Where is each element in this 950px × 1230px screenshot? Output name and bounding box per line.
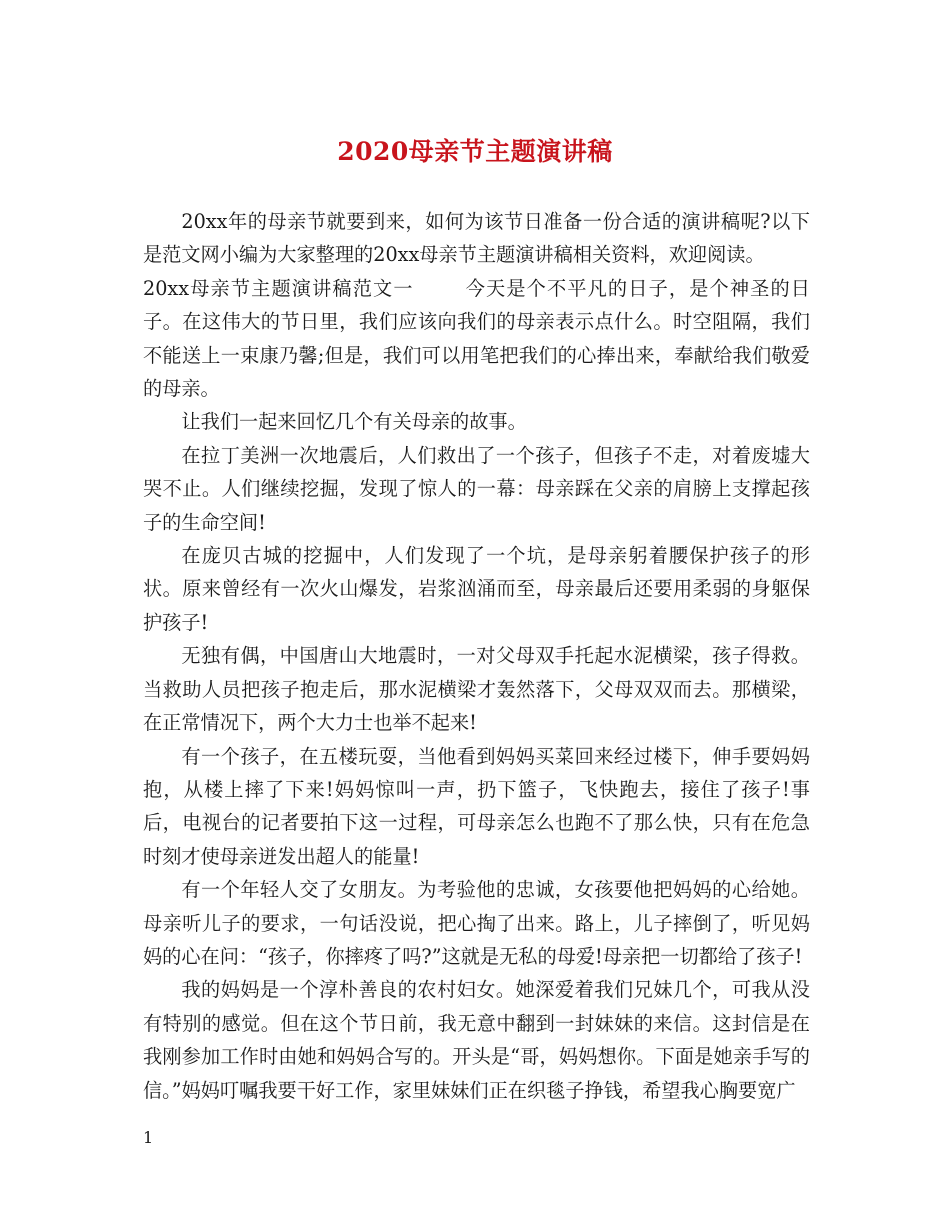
page-number: 1: [143, 1128, 154, 1147]
body-paragraph: 有一个年轻人交了女朋友。为考验他的忠诚，女孩要他把妈妈的心给她。母亲听儿子的要求，一句话没说，把心掏了出来。路上，儿子摔倒了，听见妈妈的心在问：“孩子，你摔疼了吗?”这就是无私的母爱!母亲把一切都给了孩子!: [143, 878, 810, 968]
section-heading: 20xx母亲节主题演讲稿范文一: [143, 276, 414, 300]
section-paragraph: [143, 272, 810, 406]
document-body: [143, 205, 810, 1107]
body-paragraph: 无独有偶，中国唐山大地震时，一对父母双手托起水泥横梁，孩子得救。当救助人员把孩子抱走后，那水泥横梁才轰然落下，父母双双而去。那横梁，在正常情况下，两个大力士也举不起来!: [143, 644, 810, 735]
body-paragraph: 让我们一起来回忆几个有关母亲的故事。: [181, 410, 527, 434]
body-paragraph: 有一个孩子，在五楼玩耍，当他看到妈妈买菜回来经过楼下，伸手要妈妈抱，从楼上摔了下来!妈妈惊叫一声，扔下篮子，飞快跑去，接住了孩子!事后，电视台的记者要拍下这一过程，可母亲怎么也跑不了那么快，只有在危急时刻才使母亲迸发出超人的能量!: [143, 744, 810, 868]
section-opening-text: 今天是个不平凡的日子，是个神圣的日子。在这伟大的节日里，我们应该向我们的母亲表示点什么。时空阻隔，我们不能送上一束康乃馨;但是，我们可以用笔把我们的心捧出来，奉献给我们敬爱的母亲。: [143, 276, 810, 401]
body-paragraph: 在拉丁美洲一次地震后，人们救出了一个孩子，但孩子不走，对着废墟大哭不止。人们继续挖掘，发现了惊人的一幕：母亲踩在父亲的肩膀上支撑起孩子的生命空间!: [143, 443, 810, 534]
body-paragraph: 在庞贝古城的挖掘中，人们发现了一个坑，是母亲躬着腰保护孩子的形状。原来曾经有一次火山爆发，岩浆汹涌而至，母亲最后还要用柔弱的身躯保护孩子!: [143, 544, 810, 634]
body-paragraph: 我的妈妈是一个淳朴善良的农村妇女。她深爱着我们兄妹几个，可我从没有特别的感觉。但在这个节日前，我无意中翻到一封妹妹的来信。这封信是在我刚参加工作时由她和妈妈合写的。开头是“哥，妈妈想你。下面是她亲手写的信。”妈妈叮嘱我要干好工作，家里妹妹们正在织毯子挣钱，希望我心胸要宽广: [143, 978, 810, 1102]
intro-paragraph: 20xx年的母亲节就要到来，如何为该节日准备一份合适的演讲稿呢?以下是范文网小编为大家整理的20xx母亲节主题演讲稿相关资料，欢迎阅读。: [143, 210, 810, 267]
page-title: 2020母亲节主题演讲稿: [337, 137, 613, 166]
